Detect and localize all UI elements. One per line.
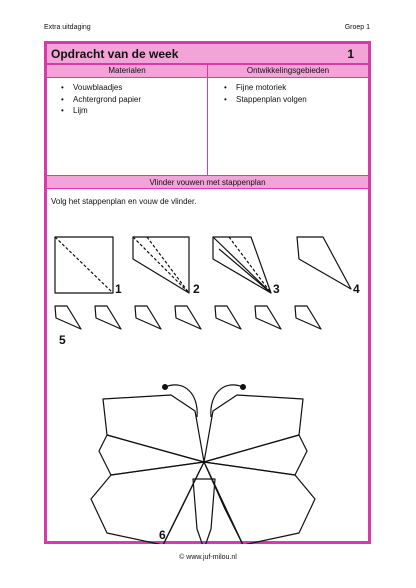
step-3-figure bbox=[213, 237, 271, 293]
materials-list bbox=[47, 82, 141, 117]
instruction-text: Volg het stappenplan en vouw de vlinder. bbox=[51, 197, 197, 206]
list-item: • Fijne motoriek bbox=[210, 82, 307, 94]
list-item: • Stappenplan volgen bbox=[210, 94, 307, 106]
assignment-number: 1 bbox=[347, 47, 354, 61]
step-4-figure bbox=[297, 237, 351, 289]
butterfly-figure bbox=[91, 385, 315, 544]
step-1-label: 1 bbox=[115, 282, 122, 296]
list-item: • Lijm bbox=[47, 105, 141, 117]
footer-credit: © www.juf-milou.nl bbox=[179, 554, 237, 561]
title-bar bbox=[47, 44, 368, 65]
header-left-text: Extra uitdaging bbox=[44, 24, 91, 31]
step-4-label: 4 bbox=[353, 282, 360, 296]
list-item: • Achtergrond papier bbox=[47, 94, 141, 106]
step-2-figure bbox=[133, 237, 189, 293]
list-item: • Vouwblaadjes bbox=[47, 82, 141, 94]
column-divider bbox=[207, 65, 208, 175]
section-bar bbox=[47, 175, 368, 189]
step-1-figure bbox=[55, 237, 113, 293]
step-5-figures bbox=[55, 306, 321, 329]
section-title: Vlinder vouwen met stappenplan bbox=[149, 178, 266, 187]
step-3-label: 3 bbox=[273, 282, 280, 296]
step-6-label: 6 bbox=[159, 528, 166, 542]
materials-heading: Materialen bbox=[108, 66, 146, 75]
header-right-text: Groep 1 bbox=[344, 24, 370, 31]
page-title: Opdracht van de week bbox=[51, 47, 179, 61]
assignment-sheet bbox=[44, 41, 371, 544]
step-2-label: 2 bbox=[193, 282, 200, 296]
development-list bbox=[210, 82, 307, 105]
folding-diagram bbox=[47, 189, 368, 544]
development-heading: Ontwikkelingsgebieden bbox=[246, 66, 330, 75]
step-5-label: 5 bbox=[59, 333, 66, 347]
